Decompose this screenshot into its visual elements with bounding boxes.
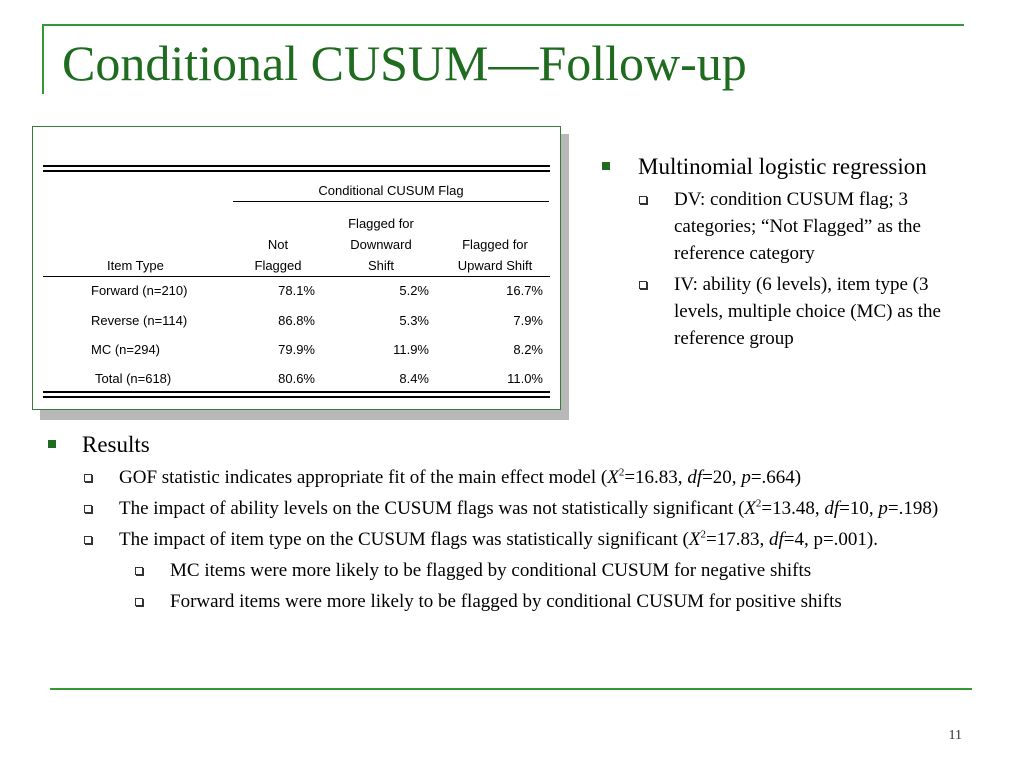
table-bottom-double-rule: [43, 391, 550, 398]
itemtype-superscript: 2: [700, 528, 706, 541]
bullet-mc-text: MC items were more likely to be flagged by conditional CUSUM for negative shifts: [170, 560, 812, 582]
gof-text-b: =16.83,: [624, 467, 688, 489]
title-left-rule: [42, 24, 44, 94]
footer-rule: [50, 688, 972, 690]
hollow-square-bullet-icon: [135, 598, 143, 606]
row-forward-upward: 16.7%: [506, 283, 543, 298]
hollow-square-bullet-icon: [135, 567, 143, 575]
itemtype-df-symbol: df: [768, 529, 784, 551]
ability-p-symbol: p: [878, 498, 888, 520]
gof-chi-symbol: X: [607, 467, 619, 489]
bullet-item-type: [46, 527, 976, 554]
row-total-not-flagged: 80.6%: [278, 371, 315, 386]
row-total-item: Total (n=618): [95, 371, 172, 386]
row-reverse-upward: 7.9%: [513, 313, 543, 328]
col-upward-line2: Upward Shift: [457, 258, 533, 273]
row-forward-item: Forward (n=210): [91, 283, 188, 298]
page-number: 11: [948, 728, 962, 743]
bullet-forward-text: Forward items were more likely to be flagged by conditional CUSUM for positive shifts: [170, 591, 842, 613]
bullet-forward-finding: [46, 589, 976, 616]
flag-table: [43, 137, 550, 399]
square-bullet-icon: [48, 440, 56, 448]
hollow-square-bullet-icon: [84, 505, 92, 513]
bullet-results: [46, 428, 976, 461]
table-top-double-rule: [43, 165, 550, 172]
gof-text-c: =20,: [702, 467, 742, 489]
header-bottom-rule: [43, 276, 550, 277]
gof-superscript: 2: [618, 467, 625, 480]
hollow-square-bullet-icon: [639, 281, 647, 289]
col-not-flagged-line1: Not: [267, 237, 289, 252]
hollow-square-bullet-icon: [84, 474, 92, 482]
title-top-rule: [42, 24, 964, 26]
gof-df-symbol: df: [687, 467, 703, 489]
bullet-ability: [46, 496, 976, 523]
itemtype-text-b: =17.83,: [706, 529, 769, 551]
bullet-multinomial-text: Multinomial logistic regression: [638, 154, 927, 179]
row-forward-not-flagged: 78.1%: [278, 283, 315, 298]
bullet-iv: [600, 272, 970, 353]
gof-text-a: GOF statistic indicates appropriate fit of the main effect model (: [119, 467, 608, 489]
row-reverse-not-flagged: 86.8%: [278, 313, 315, 328]
ability-text-a: The impact of ability levels on the CUSUM flags was not statistically significant (: [119, 498, 745, 520]
ability-df-symbol: df: [824, 498, 840, 520]
gof-p-symbol: p: [741, 467, 751, 489]
col-downward-line1: Flagged for: [348, 216, 414, 231]
row-mc-not-flagged: 79.9%: [278, 342, 315, 357]
row-total-downward: 8.4%: [399, 371, 429, 386]
group-header-rule: [233, 201, 549, 202]
results-table-image: [32, 126, 561, 410]
itemtype-chi-symbol: X: [688, 529, 701, 551]
col-not-flagged-line2: Flagged: [254, 258, 302, 273]
col-upward-line1: Flagged for: [462, 237, 528, 252]
row-mc-item: MC (n=294): [91, 342, 160, 357]
bullet-gof: [46, 465, 976, 492]
bullet-iv-text: IV: ability (6 levels), item type (3 levels, multiple choice (MC) as the reference group: [674, 274, 941, 350]
hollow-square-bullet-icon: [639, 196, 647, 204]
ability-text-c: =10,: [839, 498, 879, 520]
itemtype-text-a: The impact of item type on the CUSUM flags was statistically significant (: [119, 529, 689, 551]
col-downward-line2: Downward: [350, 237, 412, 252]
bullet-results-text: Results: [82, 432, 150, 457]
ability-superscript: 2: [755, 497, 762, 510]
row-total-upward: 11.0%: [507, 371, 543, 386]
gof-text-d: =.664): [750, 467, 802, 489]
row-reverse-downward: 5.3%: [399, 313, 429, 328]
row-forward-downward: 5.2%: [399, 283, 429, 298]
ability-text-d: =.198): [887, 498, 939, 520]
hollow-square-bullet-icon: [84, 536, 92, 544]
ability-chi-symbol: X: [744, 498, 756, 520]
slide-title: Conditional CUSUM—Follow-up: [62, 35, 747, 91]
bullet-dv-text: DV: condition CUSUM flag; 3 categories; “Not Flagged” as the reference category: [674, 189, 921, 265]
bullet-mc-finding: [46, 558, 976, 585]
row-reverse-item: Reverse (n=114): [91, 313, 188, 328]
method-bullets: [600, 150, 970, 357]
results-bullets: [46, 428, 976, 620]
itemtype-text-c: =4, p=.001).: [783, 529, 879, 551]
table-group-header: Conditional CUSUM Flag: [318, 183, 464, 198]
bullet-multinomial: [600, 150, 970, 183]
square-bullet-icon: [602, 162, 610, 170]
row-mc-downward: 11.9%: [393, 342, 429, 357]
row-mc-upward: 8.2%: [513, 342, 543, 357]
col-downward-line3: Shift: [367, 258, 394, 273]
bullet-dv: [600, 187, 970, 268]
col-item-type: Item Type: [107, 258, 164, 273]
ability-text-b: =13.48,: [761, 498, 825, 520]
